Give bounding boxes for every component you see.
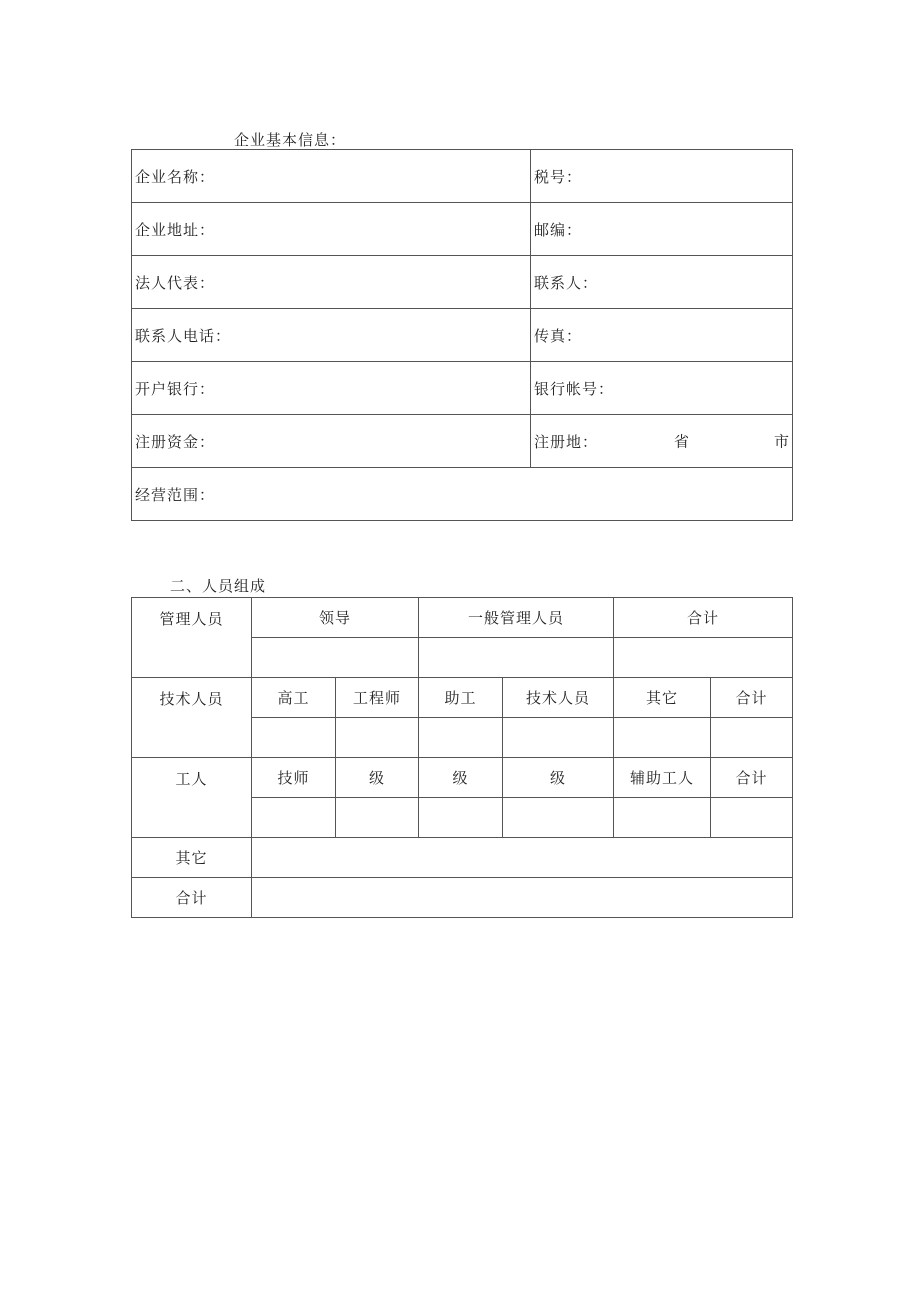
field-label: 企业名称： bbox=[135, 167, 216, 186]
table-cell[interactable] bbox=[711, 718, 793, 758]
legal-rep-field[interactable] bbox=[132, 256, 531, 309]
table-cell[interactable] bbox=[419, 718, 503, 758]
tax-number-field[interactable] bbox=[531, 150, 793, 203]
table-row bbox=[132, 878, 793, 918]
table-row bbox=[132, 758, 793, 798]
col-header-tech-other: 其它 bbox=[614, 678, 711, 718]
table-row bbox=[132, 415, 793, 468]
col-header-general-mgmt: 一般管理人员 bbox=[419, 598, 614, 638]
col-header-assistant-engineer: 助工 bbox=[419, 678, 503, 718]
table-row bbox=[132, 678, 793, 718]
col-header-auxiliary-worker: 辅助工人 bbox=[614, 758, 711, 798]
field-label: 银行帐号： bbox=[534, 379, 615, 398]
bank-field[interactable] bbox=[132, 362, 531, 415]
field-label: 税号： bbox=[534, 167, 583, 186]
general-mgmt-count-cell[interactable] bbox=[419, 638, 614, 678]
table-cell[interactable] bbox=[711, 798, 793, 838]
tech-staff-label: 技术人员 bbox=[132, 678, 252, 758]
company-name-field[interactable] bbox=[132, 150, 531, 203]
registered-place-field[interactable] bbox=[531, 415, 793, 468]
field-label: 注册资金： bbox=[135, 432, 216, 451]
field-label: 注册地： bbox=[534, 432, 599, 451]
table-row bbox=[132, 362, 793, 415]
table-cell[interactable] bbox=[503, 798, 614, 838]
table-row bbox=[132, 256, 793, 309]
table-row bbox=[132, 309, 793, 362]
field-label: 经营范围： bbox=[135, 485, 216, 504]
mgmt-total-cell[interactable] bbox=[614, 638, 793, 678]
grand-total-cell[interactable] bbox=[252, 878, 793, 918]
col-header-worker-total: 合计 bbox=[711, 758, 793, 798]
col-header-engineer: 工程师 bbox=[336, 678, 419, 718]
grand-total-label: 合计 bbox=[132, 878, 252, 918]
field-label: 邮编： bbox=[534, 220, 583, 239]
table-cell[interactable] bbox=[252, 718, 336, 758]
table-cell[interactable] bbox=[614, 718, 711, 758]
col-header-senior-engineer: 高工 bbox=[252, 678, 336, 718]
field-label: 开户银行： bbox=[135, 379, 216, 398]
table-row bbox=[132, 838, 793, 878]
basic-info-table bbox=[131, 149, 793, 521]
col-header-leader: 领导 bbox=[252, 598, 419, 638]
province-label: 省 bbox=[674, 432, 691, 451]
staff-composition-table bbox=[131, 597, 793, 918]
table-cell[interactable] bbox=[336, 718, 419, 758]
col-header-technician: 技术人员 bbox=[503, 678, 614, 718]
table-cell[interactable] bbox=[252, 798, 336, 838]
other-staff-cell[interactable] bbox=[252, 838, 793, 878]
worker-label: 工人 bbox=[132, 758, 252, 838]
mgmt-staff-label: 管理人员 bbox=[132, 598, 252, 678]
field-label: 联系人： bbox=[534, 273, 599, 292]
business-scope-field[interactable] bbox=[132, 468, 793, 521]
table-cell[interactable] bbox=[614, 798, 711, 838]
field-label: 传真： bbox=[534, 326, 583, 345]
company-address-field[interactable] bbox=[132, 203, 531, 256]
col-header-mgmt-total: 合计 bbox=[614, 598, 793, 638]
registered-capital-field[interactable] bbox=[132, 415, 531, 468]
col-header-grade-3: 级 bbox=[503, 758, 614, 798]
bank-account-field[interactable] bbox=[531, 362, 793, 415]
table-cell[interactable] bbox=[336, 798, 419, 838]
field-label: 企业地址： bbox=[135, 220, 216, 239]
table-cell[interactable] bbox=[419, 798, 503, 838]
col-header-grade-1: 级 bbox=[336, 758, 419, 798]
postcode-field[interactable] bbox=[531, 203, 793, 256]
table-row bbox=[132, 468, 793, 521]
leader-count-cell[interactable] bbox=[252, 638, 419, 678]
col-header-master-worker: 技师 bbox=[252, 758, 336, 798]
section-title-basic-info: 企业基本信息： bbox=[234, 131, 347, 149]
col-header-grade-2: 级 bbox=[419, 758, 503, 798]
table-row bbox=[132, 203, 793, 256]
other-staff-label: 其它 bbox=[132, 838, 252, 878]
section-title-staff: 二、人员组成 bbox=[170, 577, 267, 595]
col-header-tech-total: 合计 bbox=[711, 678, 793, 718]
city-label: 市 bbox=[773, 432, 790, 451]
contact-phone-field[interactable] bbox=[132, 309, 531, 362]
contact-person-field[interactable] bbox=[531, 256, 793, 309]
fax-field[interactable] bbox=[531, 309, 793, 362]
table-row bbox=[132, 598, 793, 638]
table-row bbox=[132, 150, 793, 203]
field-label: 联系人电话： bbox=[135, 326, 232, 345]
table-cell[interactable] bbox=[503, 718, 614, 758]
field-label: 法人代表： bbox=[135, 273, 216, 292]
